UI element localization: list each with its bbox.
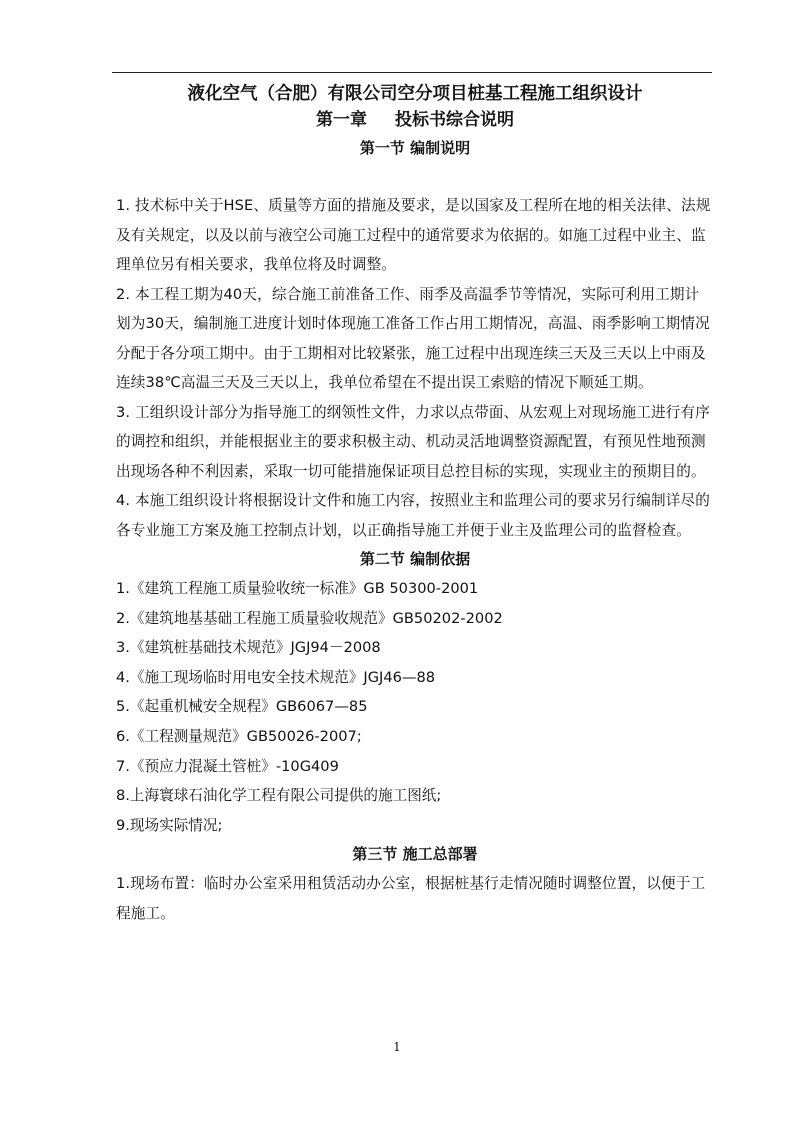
list-item: 3.《建筑桩基础技术规范》JGJ94－2008 [116, 639, 381, 657]
document-title: 液化空气（合肥）有限公司空分项目桩基工程施工组织设计 [187, 84, 643, 104]
section-heading-2: 第二节 编制依据 [359, 550, 471, 568]
list-item: 4.《施工现场临时用电安全技术规范》JGJ46—88 [116, 668, 436, 686]
section-heading-3: 第三节 施工总部署 [352, 845, 478, 864]
chapter-label: 第一章 [316, 110, 367, 130]
list-item: 7.《预应力混凝土管桩》-10G409 [116, 757, 339, 775]
list-item: 9.现场实际情况; [116, 816, 223, 834]
paragraph: 1.现场布置：临时办公室采用租赁活动办公室，根据桩基行走情况随时调整位置，以便于工程施工。 [116, 875, 706, 922]
list-item: 6.《工程测量规范》GB50026-2007; [116, 727, 362, 745]
list-item: 5.《起重机械安全规程》GB6067—85 [116, 698, 368, 716]
list-item: 8.上海寰球石油化学工程有限公司提供的施工图纸; [116, 787, 442, 805]
document-page [116, 80, 714, 928]
header-rule [112, 72, 712, 73]
list-item: 1.《建筑工程施工质量验收统一标准》GB 50300-2001 [116, 580, 479, 597]
chapter-heading [116, 108, 714, 132]
chapter-name: 投标书综合说明 [395, 110, 514, 130]
section-heading-1: 第一节 编制说明 [359, 139, 471, 157]
list-item: 2.《建筑地基基础工程施工质量验收规范》GB50202-2002 [116, 609, 503, 627]
paragraph: 1. 技术标中关于HSE、质量等方面的措施及要求，是以国家及工程所在地的相关法律、法规及有关规定，以及以前与液空公司施工过程中的通常要求为依据的。如施工过程中业主、监理单位另有相关要求，我单位将及时调整。 [116, 197, 711, 273]
page-number: 1 [393, 1040, 401, 1054]
paragraph: 4. 本施工组织设计将根据设计文件和施工内容，按照业主和监理公司的要求另行编制详尽的各专业施工方案及施工控制点计划，以正确指导施工并便于业主及监理公司的监督检查。 [116, 492, 711, 539]
paragraph: 2. 本工程工期为40天，综合施工前准备工作、雨季及高温季节等情况，实际可利用工期计划为30天，编制施工进度计划时体现施工准备工作占用工期情况，高温、雨季影响工期情况分配于各分项工期中。由于工期相对比较紧张，施工过程中出现连续三天及三天以上中雨及连续38℃高温三天及三天以上，我单位希望在不提出误工索赔的情况下顺延工期。 [116, 285, 710, 391]
paragraph: 3. 工组织设计部分为指导施工的纲领性文件，力求以点带面、从宏观上对现场施工进行有序的调控和组织，并能根据业主的要求积极主动、机动灵活地调整资源配置，有预见性地预测出现场各种不利因素，采取一切可能措施保证项目总控目标的实现，实现业主的预期目的。 [116, 403, 711, 480]
